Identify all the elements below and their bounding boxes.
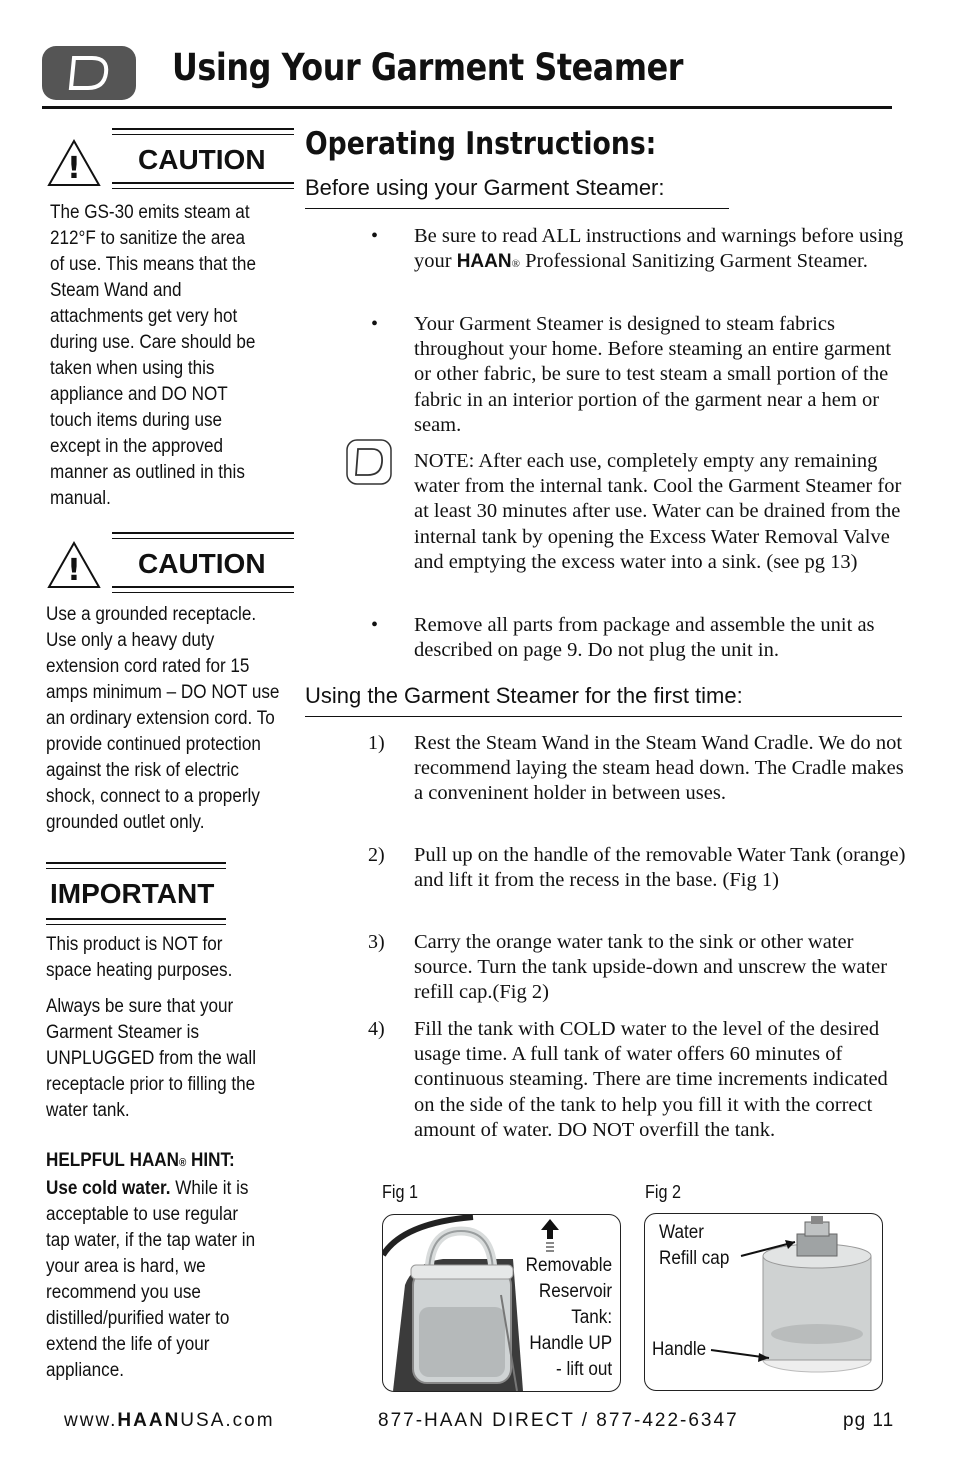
fig2-handle-label: Handle xyxy=(652,1339,707,1360)
hint-reg: ® xyxy=(179,1157,187,1169)
bullet-text: Be sure to read ALL instructions and warnings before using your xyxy=(414,225,904,273)
brand-haan: HAAN xyxy=(456,251,512,273)
bullet-marker: • xyxy=(371,614,379,636)
step-item xyxy=(368,843,906,893)
step-number: 2) xyxy=(368,844,385,866)
d-letter-icon xyxy=(66,54,112,92)
before-rule xyxy=(305,208,729,209)
footer-website[interactable] xyxy=(64,1410,275,1432)
step-number: 1) xyxy=(368,732,385,754)
hint-brand: HAAN xyxy=(129,1150,180,1171)
step-item xyxy=(368,930,906,1006)
caption-line: Water xyxy=(659,1222,704,1243)
arrow-up-icon xyxy=(541,1219,559,1253)
warning-triangle-icon xyxy=(46,540,102,590)
caption-line: Tank: xyxy=(571,1307,612,1328)
bullet-text: Professional Sanitizing Garment Steamer. xyxy=(525,250,868,273)
caution-top-rule xyxy=(112,128,294,135)
hint-text: While it is acceptable to use regular tap water, if the tap water in your area is hard, we recommend you use distilled/purified water to extend the life of your appliance. xyxy=(46,1178,256,1381)
warning-triangle-icon xyxy=(46,138,102,188)
fig2-box xyxy=(644,1213,883,1391)
title-rule xyxy=(42,106,892,109)
page-number: pg 11 xyxy=(843,1410,895,1431)
svg-text:!: ! xyxy=(67,151,81,186)
svg-text:!: ! xyxy=(67,553,81,588)
caution-text: Use a grounded receptacle. Use only a heavy duty extension cord rated for 15 amps minimum – DO NOT use an ordinary extension cord. To provide continued protection against the risk of electric shock, connect to a properly grounded outlet only. xyxy=(46,604,280,833)
hint-bold: Use cold water. xyxy=(46,1178,171,1199)
hint-prefix: HELPFUL xyxy=(46,1150,125,1171)
helpful-hint xyxy=(46,1148,262,1384)
important-text xyxy=(46,932,262,1394)
step-item xyxy=(368,1017,906,1143)
step-text: Carry the orange water tank to the sink or other water source. Turn the tank upside-down and unscrew the water refill cap.(Fig 2) xyxy=(414,931,888,1004)
note-d-icon xyxy=(346,439,392,485)
bullet-marker: • xyxy=(371,313,379,335)
section-d-badge xyxy=(42,46,136,100)
step-item xyxy=(368,731,906,807)
fig2-cap-label xyxy=(659,1220,729,1272)
step-text: Rest the Steam Wand in the Steam Wand Cradle. We do not recommend laying the steam head down. The Cradle makes a conveninent holder in between uses. xyxy=(414,732,904,805)
caution-bottom-rule xyxy=(112,586,294,593)
list-item xyxy=(371,613,906,663)
reg-mark: ® xyxy=(511,258,520,271)
before-heading: Before using your Garment Steamer: xyxy=(305,175,665,200)
web-suffix: USA.com xyxy=(180,1410,275,1431)
step-text: Pull up on the handle of the removable Water Tank (orange) and lift it from the recess in the base. (Fig 1) xyxy=(414,844,906,892)
hint-suffix: HINT: xyxy=(191,1150,235,1171)
caption-line: Handle UP xyxy=(529,1333,612,1354)
list-item xyxy=(371,312,906,438)
first-time-heading: Using the Garment Steamer for the first time: xyxy=(305,683,743,708)
important-para: Always be sure that your Garment Steamer is UNPLUGGED from the wall receptacle prior to filling the water tank. xyxy=(46,996,257,1121)
bullet-marker: • xyxy=(371,225,379,247)
important-para: This product is NOT for space heating purposes. xyxy=(46,934,233,981)
important-bottom-rule xyxy=(46,918,226,925)
note-item xyxy=(414,449,906,575)
web-prefix: www. xyxy=(64,1410,118,1431)
fig1-box xyxy=(382,1214,621,1392)
caution-top-rule xyxy=(112,532,294,539)
caption-line: - lift out xyxy=(555,1359,612,1380)
page-title: Using Your Garment Steamer xyxy=(172,46,684,89)
list-item xyxy=(371,224,906,277)
web-brand: HAAN xyxy=(117,1410,181,1431)
caption-line: Removable xyxy=(525,1255,612,1276)
footer-phone: 877-HAAN DIRECT / 877-422-6347 xyxy=(378,1410,739,1431)
first-time-rule xyxy=(305,716,902,717)
step-number: 3) xyxy=(368,931,385,953)
note-text: NOTE: After each use, completely empty any remaining water from the internal tank. Cool the Garment Steamer for at least 30 minutes after use. Water can be drained from the internal tank by opening the Excess Water Removal Valve and emptying the excess water into a sink. (see pg 13) xyxy=(414,450,902,573)
operating-instructions-heading: Operating Instructions: xyxy=(305,126,657,162)
caution-label: CAUTION xyxy=(138,548,266,579)
fig1-label: Fig 1 xyxy=(382,1182,419,1202)
step-number: 4) xyxy=(368,1018,385,1040)
bullet-text: Remove all parts from package and assemble the unit as described on page 9. Do not plug the unit in. xyxy=(414,614,875,662)
caution-bottom-rule xyxy=(112,182,294,189)
fig2-label: Fig 2 xyxy=(645,1182,682,1202)
caption-line: Reservoir xyxy=(538,1281,612,1302)
important-label: IMPORTANT xyxy=(50,878,215,909)
step-text: Fill the tank with COLD water to the level of the desired usage time. A full tank of water offers 60 minutes of continuous steaming. There are time increments indicated on the side of the tank to help you fill it with the correct amount of water. DO NOT overfill the tank. xyxy=(414,1018,888,1141)
bullet-text: Your Garment Steamer is designed to steam fabrics throughout your home. Before steaming an entire garment or other fabric, be sure to test steam a small portion of the fabric in an interior portion of the garment near a hem or seam. xyxy=(414,313,892,436)
caution-text: The GS-30 emits steam at 212°F to sanitize the area of use. This means that the Steam Wand and attachments get very hot during use. Care should be taken when using this appliance and DO NOT touch items during use except in the approved manner as outlined in this manual. xyxy=(50,202,256,509)
important-top-rule xyxy=(46,862,226,869)
fig1-caption xyxy=(526,1253,612,1383)
caution-label: CAUTION xyxy=(138,144,266,175)
caption-line: Refill cap xyxy=(659,1248,730,1269)
